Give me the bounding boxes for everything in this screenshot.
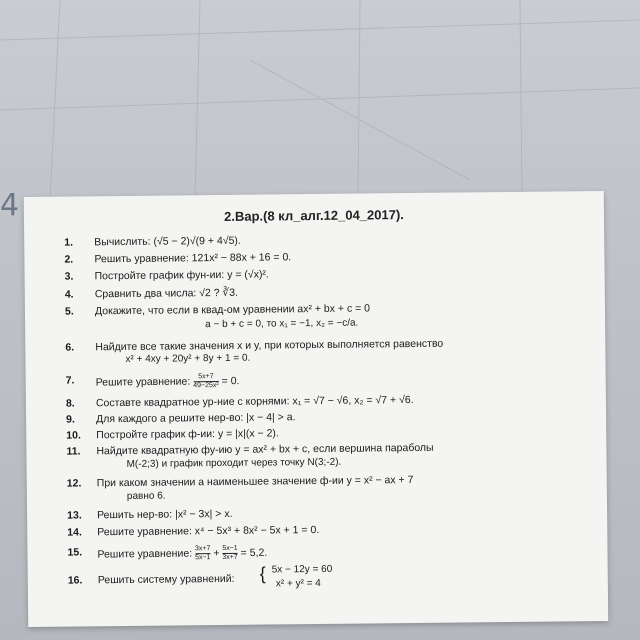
task-item: 10. Постройте график ф-ии: y = |x|(x − 2). <box>66 427 279 442</box>
task-item: 9. Для каждого a решите нер-во: |x − 4| > a. <box>66 411 296 426</box>
fraction: $\frac{5x+7}{\text{49−25x²}}$ <box>193 373 219 390</box>
task-item: 15. Решите уравнение: $\frac{3x+7}{5x-1}$ + $\frac{5x-1}{3x+7}$ = 5,2. <box>67 544 268 562</box>
task-item: 2. Решить уравнение: 121x² − 88x + 16 = 0. <box>64 251 292 266</box>
task-continuation: равно 6. <box>126 490 166 502</box>
system-equation: 5x − 12y = 60 <box>271 563 333 576</box>
task-item: 1. Вычислить: (√5 − 2)√(9 + 4√5). <box>64 234 241 249</box>
sheet-title: 2.Вар.(8 кл_алг.12_04_2017). <box>223 207 404 224</box>
task-sheet <box>24 191 608 627</box>
fraction: $\frac{5x-1}{3x+7}$ <box>222 544 238 561</box>
task-item: 5. Докажите, что если в квад-ом уравнении ax² + bx + c = 0 <box>64 302 371 318</box>
task-item: 8. Составте квадратное ур-ние с корнями: x₁ = √7 − √6, x₂ = √7 + √6. <box>65 393 414 410</box>
task-item: 6. Найдите все такие значения x и y, при которых выполняется равенство <box>65 337 444 354</box>
task-continuation: M(-2;3) и график проходит через точку N(3;-2). <box>126 456 342 470</box>
task-item: 11. Найдите квадратную фу-ию y = ax² + bx + c, если вершина параболы <box>66 441 434 458</box>
system-equation: x² + y² = 4 <box>275 577 321 590</box>
task-item: 3. Постройте график фун-ии: y = (√x)². <box>64 268 269 283</box>
task-continuation: x² + 4xy + 20y² + 8y + 1 = 0. <box>125 352 251 365</box>
task-item: 16. Решить систему уравнений: <box>67 572 235 587</box>
task-item: 13. Решить нер-во: |x² − 3x| > x. <box>67 507 233 522</box>
fraction: $\frac{3x+7}{5x-1}$ <box>194 545 211 562</box>
svg-text:4: 4 <box>0 188 20 223</box>
task-item: 14. Решите уравнение: x⁴ − 5x³ + 8x² − 5x + 1 = 0. <box>67 523 320 539</box>
task-continuation: a − b + c = 0, то x₁ = −1, x₂ = −c/a. <box>205 317 359 331</box>
task-item: 12. При каком значении a наименьшее значение ф-ии y = x² − ax + 7 <box>66 473 414 490</box>
task-item: 7. Решите уравнение: $\frac{5x+7}{\text{49−25x²}}$ = 0. <box>65 373 240 390</box>
task-item: 4. Сравнить два числа: √2 ? ∛3. <box>64 286 238 301</box>
system-brace: { <box>259 563 266 584</box>
